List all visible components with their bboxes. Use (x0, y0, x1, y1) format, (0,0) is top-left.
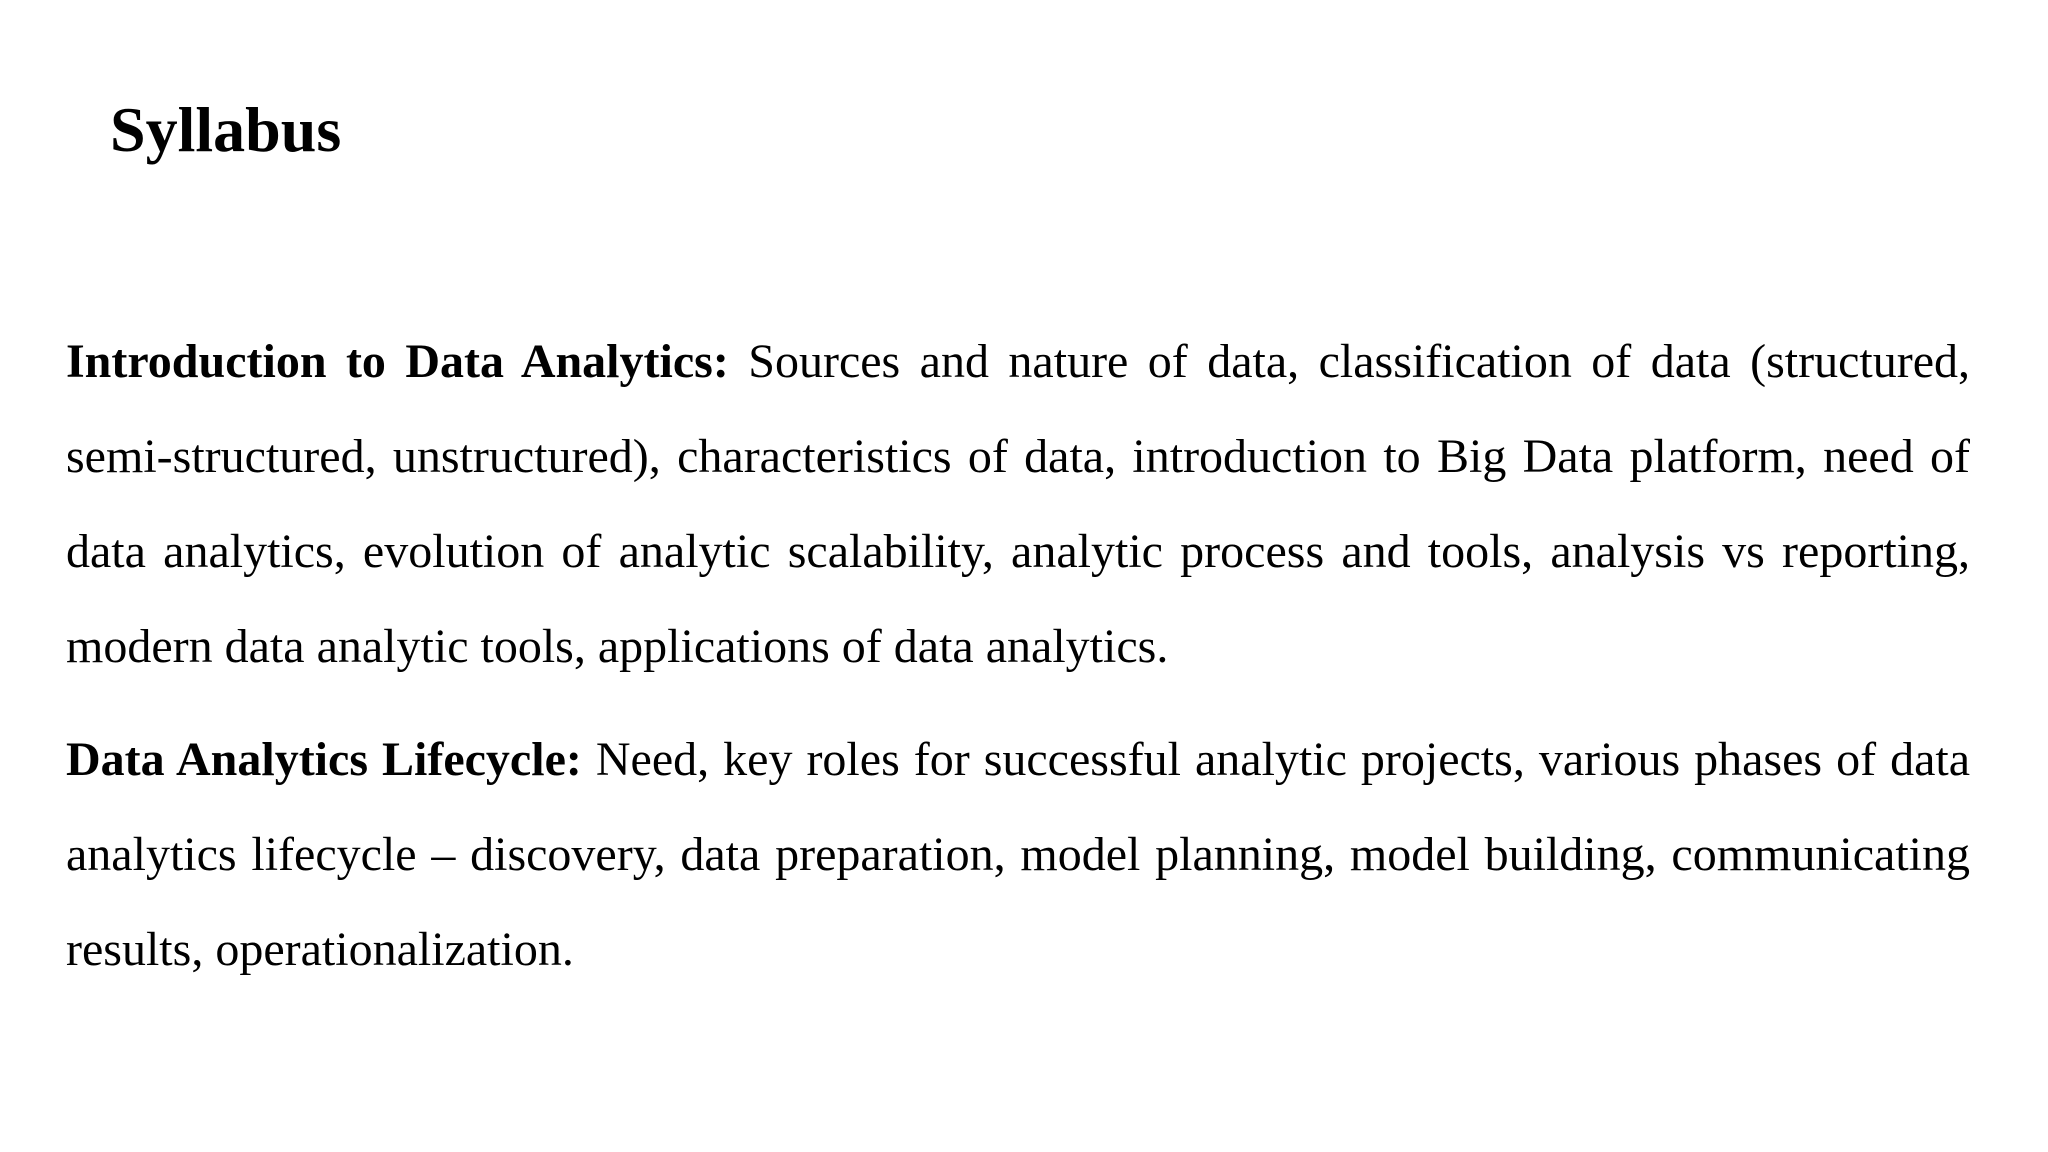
section-heading: Data Analytics Lifecycle: (66, 733, 582, 786)
syllabus-content (66, 314, 1970, 1015)
section-heading: Introduction to Data Analytics: (66, 335, 729, 388)
section-lifecycle (66, 712, 1970, 997)
section-introduction (66, 314, 1970, 694)
slide-title: Syllabus (110, 94, 342, 165)
section-body: Sources and nature of data, classification of data (structured, semi-structured, unstructured), characteristics of data, introduction to Big Data platform, need of data analytics, evolution of analytic scalability, analytic process and tools, analysis vs reporting, modern data analytic tools, applications of data analytics. (66, 335, 1971, 673)
section-body: Need, key roles for successful analytic projects, various phases of data analytics lifecycle – discovery, data preparation, model planning, model building, communicating results, operationalization. (66, 733, 1971, 976)
